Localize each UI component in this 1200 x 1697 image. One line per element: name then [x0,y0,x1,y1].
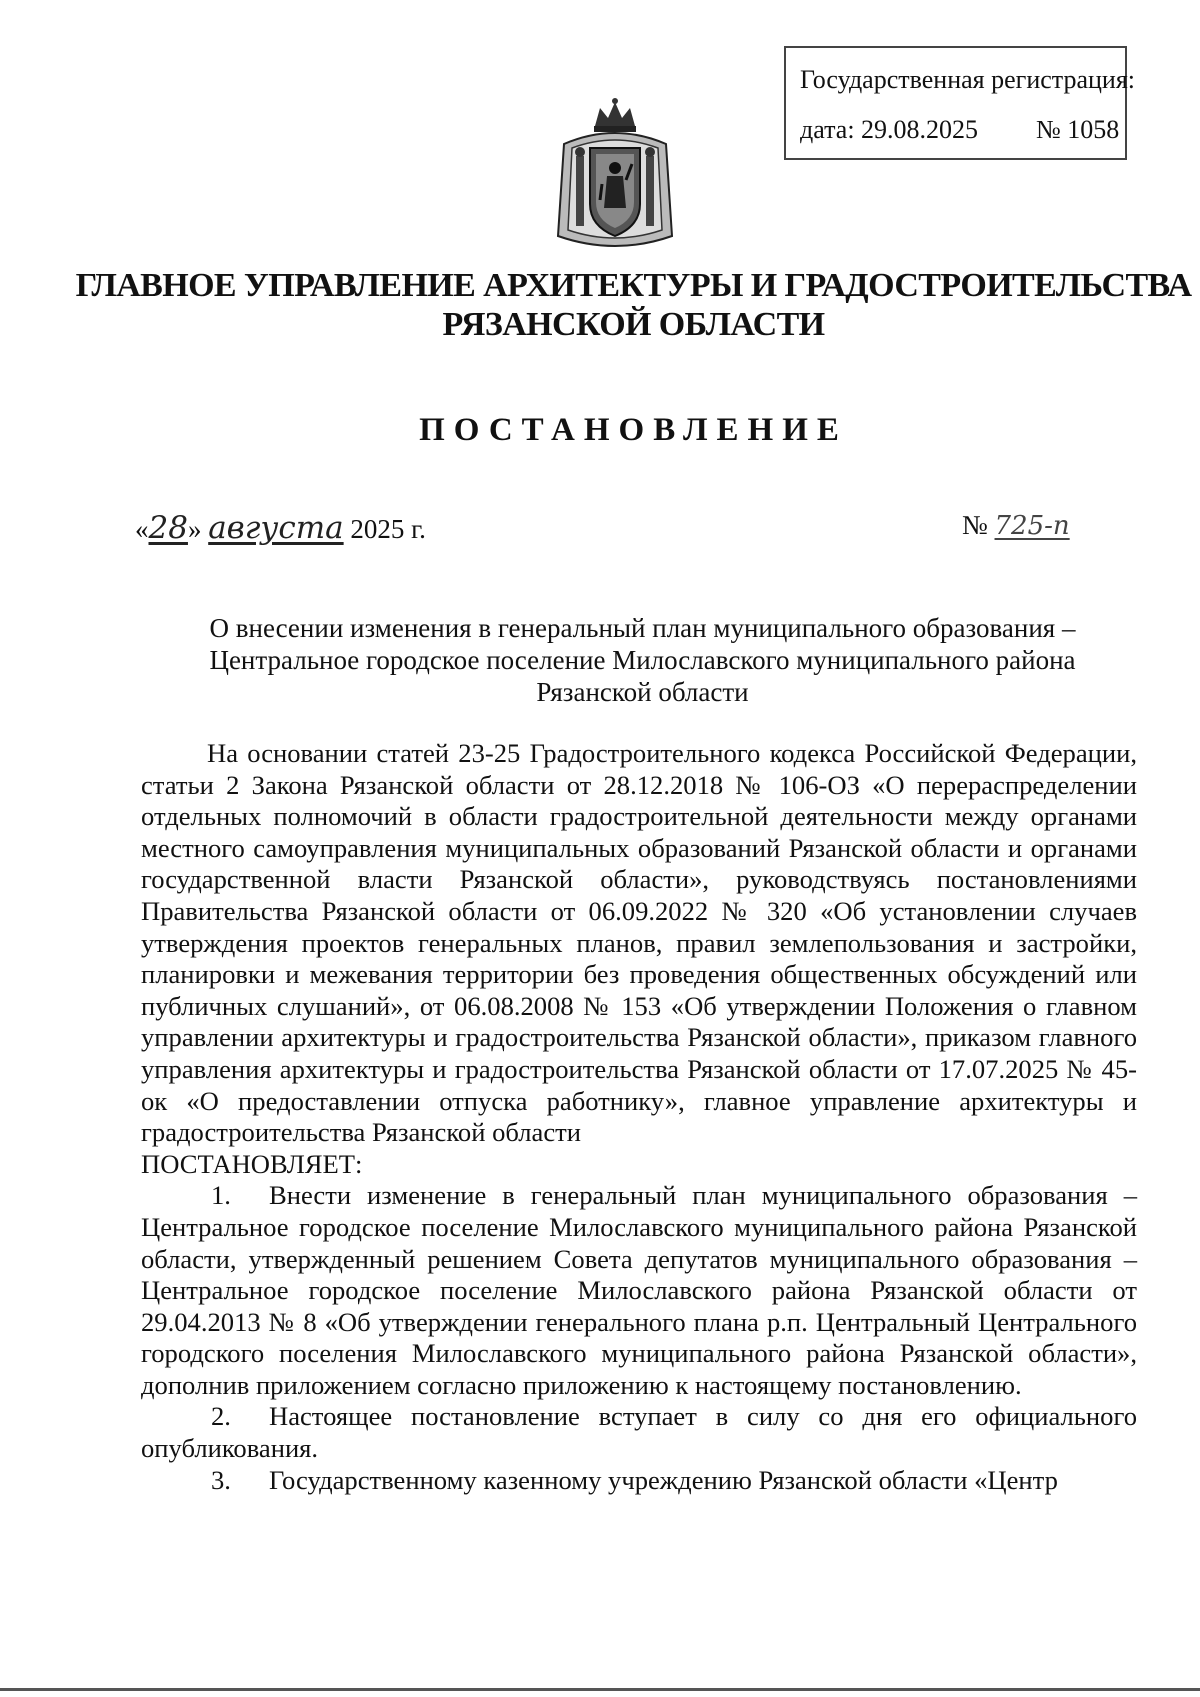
list-item [141,1180,1137,1401]
item-text: Государственному казенному учреждению Рязанской области «Центр [269,1464,1058,1495]
subject-line3: Рязанской области [536,677,749,707]
date-day-handwritten: 28 [148,510,188,546]
date-month-handwritten: августа [208,510,344,546]
item-number: 1. [211,1180,231,1211]
registration-date: дата: 29.08.2025 [800,115,979,144]
subject-line1: О внесении изменения в генеральный план муниципального образования – [209,613,1076,643]
organization-title-line1: ГЛАВНОЕ УПРАВЛЕНИЕ АРХИТЕКТУРЫ И ГРАДОСТРОИТЕЛЬСТВА [75,267,1192,304]
organization-title [0,266,1200,344]
registration-title: Государственная регистрация: [800,65,1136,94]
date-open-quote: « [135,514,149,544]
document-body [141,738,1137,1496]
list-item [141,1401,1137,1464]
item-number: 2. [211,1401,231,1432]
registration-number: № 1058 [1036,115,1120,144]
item-text: Настоящее постановление вступает в силу со дня его официального опубликования. [141,1401,1137,1464]
date-close-quote: » [187,514,202,544]
document-number [962,510,1070,541]
subject-line2: Центральное городское поселение Милославского муниципального района [209,645,1076,675]
page-bottom-rule [0,1688,1200,1691]
item-number: 3. [211,1464,231,1495]
ryazan-coat-of-arms-icon [550,96,680,256]
number-prefix: № [962,510,988,540]
date-year: 2025 г. [350,514,426,544]
document-date [135,510,426,546]
document-type: ПОСТАНОВЛЕНИЕ [419,412,848,448]
organization-title-line2: РЯЗАНСКОЙ ОБЛАСТИ [442,306,825,343]
number-value-handwritten: 725-п [994,511,1070,541]
list-item [141,1465,1137,1497]
registration-stamp [784,46,1136,160]
resolves-line: ПОСТАНОВЛЯЕТ: [141,1148,363,1179]
preamble-paragraph: На основании статей 23-25 Градостроительного кодекса Российской Федерации, статьи 2 Закона Рязанской области от 28.12.2018 № 106-ОЗ «О перераспределении отдельных полномочий в области градостроительной деятельности между органами местного самоуправления муниципальных образований Рязанской области и органами государственной власти Рязанской области», руководствуясь постановлениями Правительства Рязанской области от 06.09.2022 № 320 «Об установлении случаев утверждения проектов генеральных планов, правил землепользования и застройки, планировки и межевания территории без проведения общественных обсуждений или публичных слушаний», от 06.08.2008 № 153 «Об утверждении Положения о главном управлении архитектуры и градостроительства Рязанской области», приказом главного управления архитектуры и градостроительства Рязанской области от 17.07.2025 № 45-ок «О предоставлении отпуска работнику», главное управление архитектуры и градостроительства Рязанской области [141,738,1137,1148]
item-text: Внести изменение в генеральный план муниципального образования – Центральное городское поселение Милославского муниципального района Рязанской области, утвержденный решением Совета депутатов муниципального образования – Центральное городское поселение Милославского района Рязанской области от 29.04.2013 № 8 «Об утверждении генерального плана р.п. Центральный Центрального городского поселения Милославского муниципального района Рязанской области», дополнив приложением согласно приложению к настоящему постановлению. [141,1180,1137,1400]
document-subject [150,612,1135,708]
